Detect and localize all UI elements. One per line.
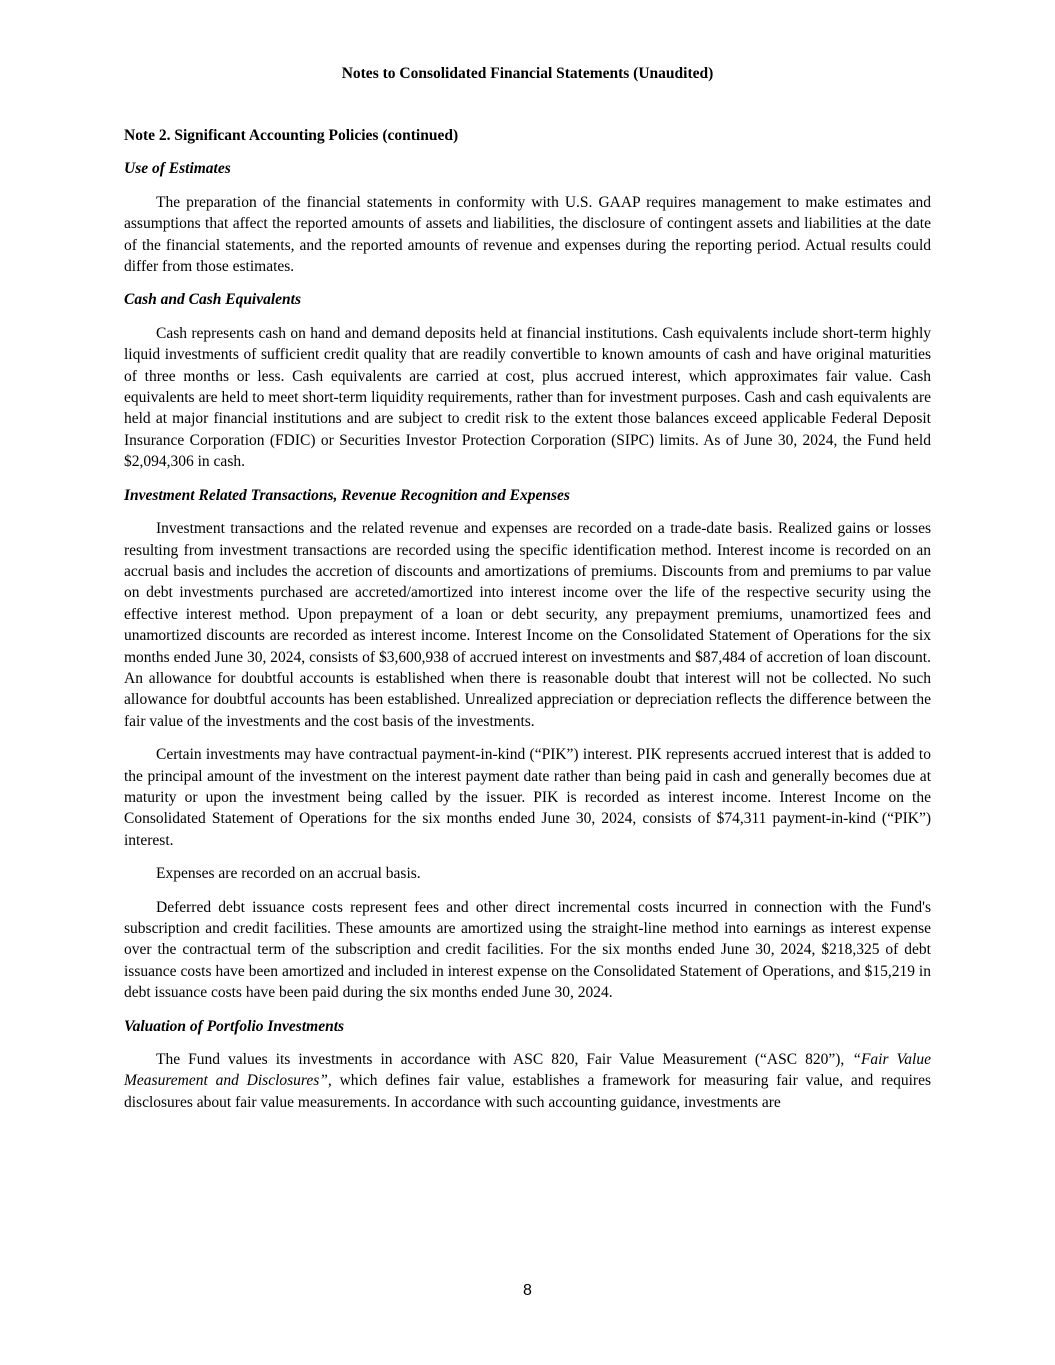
paragraph-investment-pik: Certain investments may have contractual payment-in-kind (“PIK”) interest. PIK represents accrued interest that is added to the principal amount of the investment on the interest payment date rather than being paid in cash and generally becomes due at maturity or upon the investment being called by the issuer. PIK is recorded as interest income. Interest Income on the Consolidated Statement of Operations for the six months ended June 30, 2024, consists of $74,311 payment-in-kind (“PIK”) interest. bbox=[124, 746, 931, 849]
paragraph-investment-expenses: Expenses are recorded on an accrual basis. bbox=[156, 865, 421, 883]
paragraph-valuation-start: The Fund values its investments in accordance with ASC 820, Fair Value Measurement (“ASC 820”), bbox=[156, 1051, 853, 1069]
page-number: 8 bbox=[523, 1282, 532, 1299]
paragraph-investment-deferred-costs: Deferred debt issuance costs represent fees and other direct incremental costs incurred in connection with the Fund's subscription and credit facilities. These amounts are amortized using the straight-line method into earnings as interest expense over the contractual term of the subscription and credit facilities. For the six months ended June 30, 2024, $218,325 of debt issuance costs have been amortized and included in interest expense on the Consolidated Statement of Operations, and $15,219 in debt issuance costs have been paid during the six months ended June 30, 2024. bbox=[124, 898, 931, 1002]
section-heading-cash: Cash and Cash Equivalents bbox=[124, 291, 302, 309]
paragraph-investment-1: Investment transactions and the related revenue and expenses are recorded on a trade-date basis. Realized gains or losses resulting from investment transactions are recorded using the specific identification method. Interest income is recorded on an accrual basis and includes the accretion of discounts and amortizations of premiums. Discounts from and premiums to par value on debt investments purchased are accreted/amortized into interest income over the life of the respective security using the effective interest method. Upon prepayment of a loan or debt security, any prepayment premiums, unamortized fees and unamortized discounts are recorded as interest income. Interest Income on the Consolidated Statement of Operations for the six months ended June 30, 2024, consists of $3,600,938 of accrued interest on investments and $87,484 of accretion of loan discount. An allowance for doubtful accounts is established when there is reasonable doubt that interest will not be collected. No such allowance for doubtful accounts has been established. Unrealized appreciation or depreciation reflects the difference between the fair value of the investments and the cost basis of the investments. bbox=[124, 520, 931, 730]
paragraph-cash: Cash represents cash on hand and demand deposits held at financial institutions. Cash equivalents include short-term highly liquid investments of sufficient credit quality that are readily convertible to known amounts of cash and have original maturities of three months or less. Cash equivalents are carried at cost, plus accrued interest, which approximates fair value. Cash equivalents are held to meet short-term liquidity requirements, rather than for investment purposes. Cash and cash equivalents are held at major financial institutions and are subject to credit risk to the extent those balances exceed applicable Federal Deposit Insurance Corporation (FDIC) or Securities Investor Protection Corporation (SIPC) limits. As of June 30, 2024, the Fund held $2,094,306 in cash. bbox=[124, 324, 931, 471]
paragraph-valuation bbox=[124, 1049, 931, 1113]
paragraph-valuation-italic-title: “Fair Value Measurement and Disclosures” bbox=[124, 1051, 931, 1090]
paragraph-valuation-end: , which defines fair value, establishes a framework for measuring fair value, and requires disclosures about fair value measurements. In accordance with such accounting guidance, investments are bbox=[124, 1072, 931, 1111]
section-heading-investment: Investment Related Transactions, Revenue Recognition and Expenses bbox=[124, 486, 570, 504]
paragraph-use-of-estimates: The preparation of the financial statements in conformity with U.S. GAAP requires management to make estimates and assumptions that affect the reported amounts of assets and liabilities, the disclosure of contingent assets and liabilities at the date of the financial statements, and the reported amounts of revenue and expenses during the reporting period. Actual results could differ from those estimates. bbox=[124, 193, 931, 276]
note-title: Note 2. Significant Accounting Policies (continued) bbox=[124, 127, 459, 144]
section-heading-use-of-estimates: Use of Estimates bbox=[124, 160, 231, 178]
section-heading-valuation: Valuation of Portfolio Investments bbox=[124, 1017, 345, 1035]
page-header-title: Notes to Consolidated Financial Statements (Unaudited) bbox=[341, 65, 714, 82]
notes-body bbox=[124, 125, 931, 1125]
